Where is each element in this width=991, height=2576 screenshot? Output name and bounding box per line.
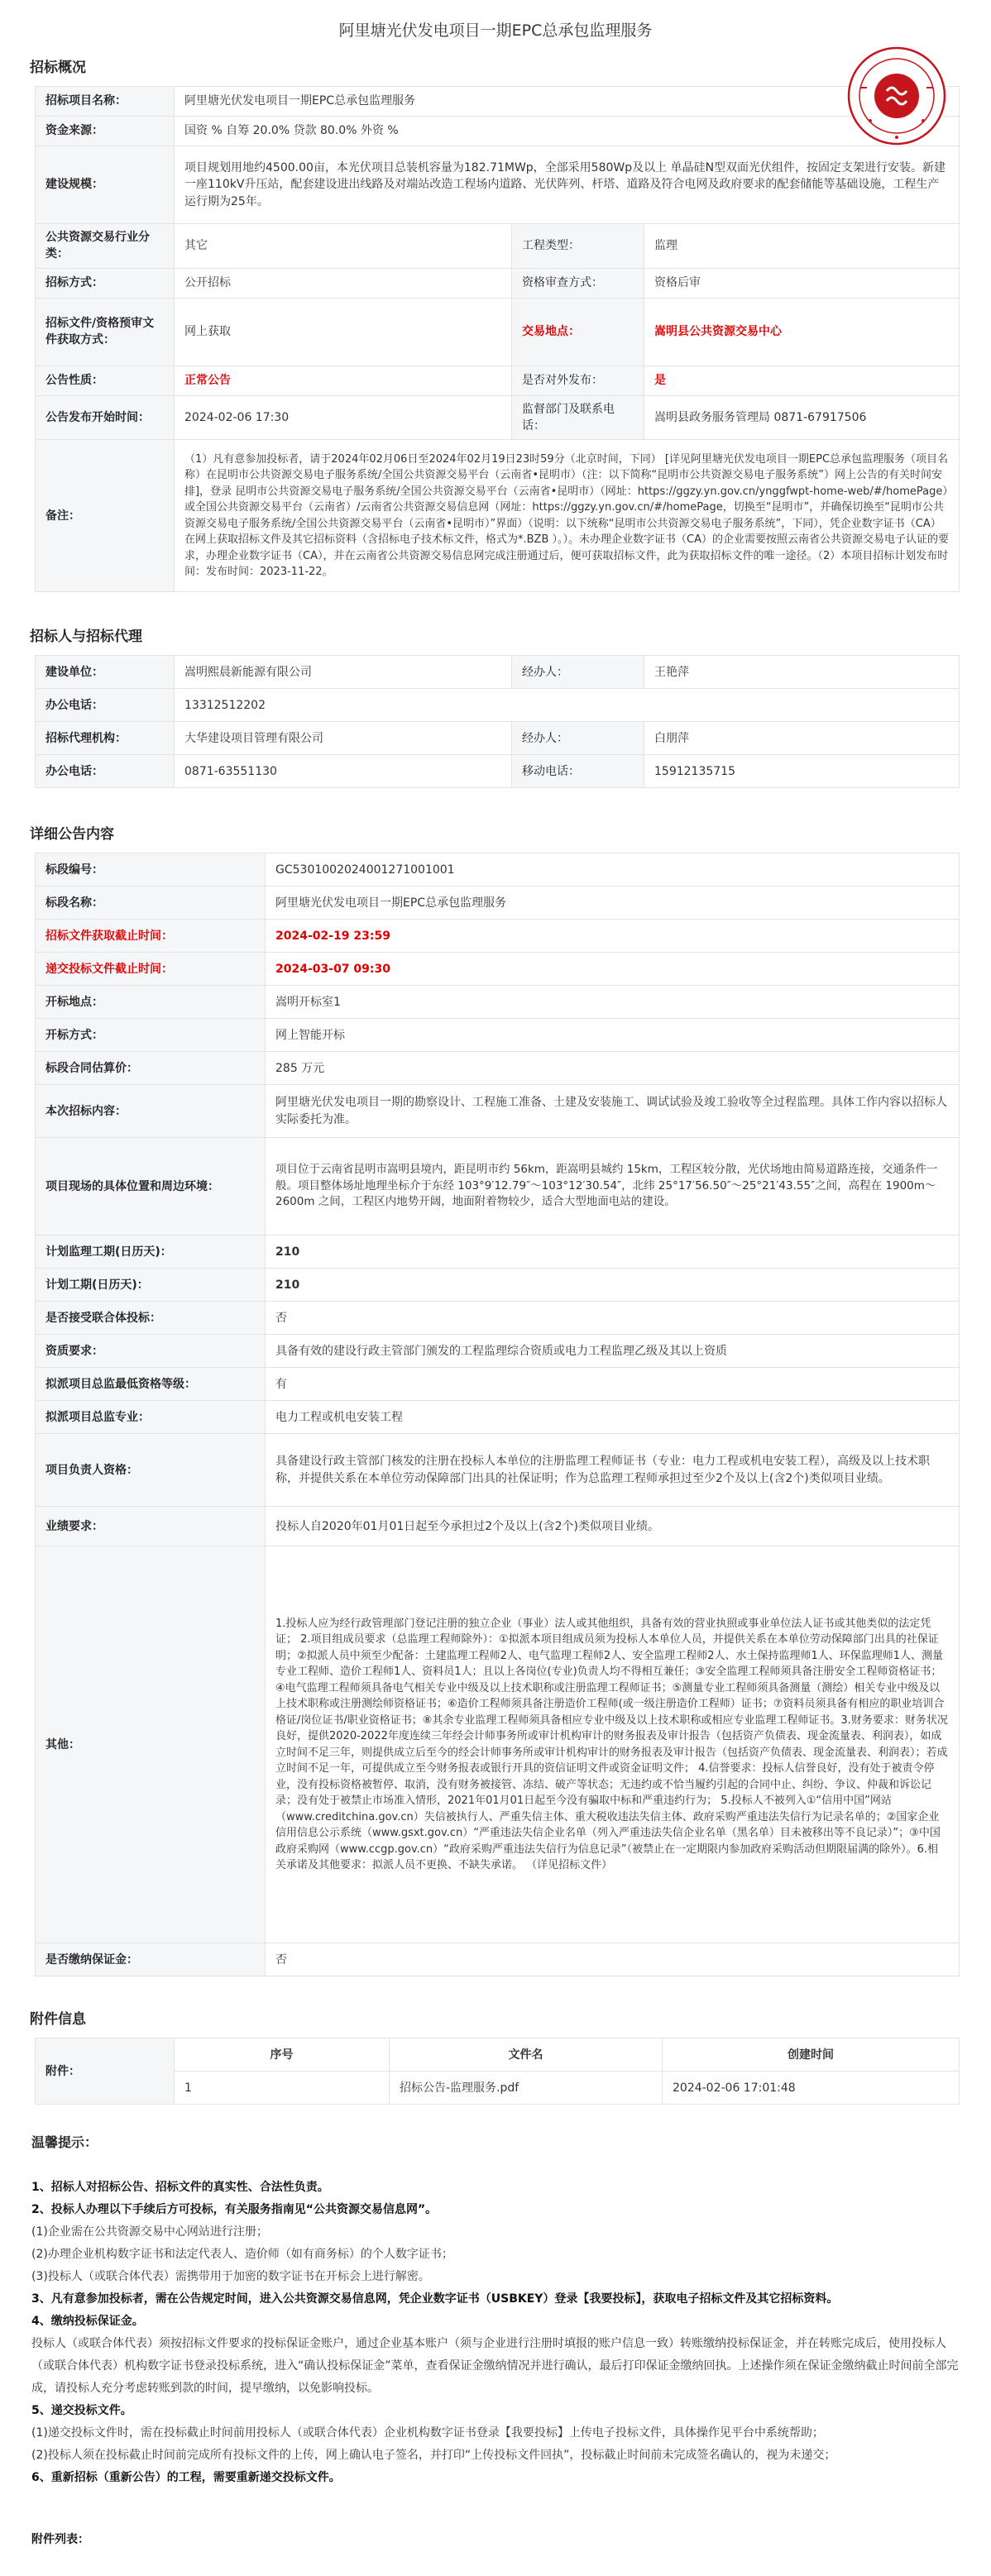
- work-period-value: 210: [266, 1269, 960, 1302]
- field-label: 项目现场的具体位置和周边环境：: [36, 1138, 266, 1235]
- open-method-value: 网上智能开标: [266, 1019, 960, 1052]
- price-value: 285 万元: [266, 1052, 960, 1085]
- notice-nature-value: 正常公告: [175, 366, 512, 395]
- performance-value: 投标人自2020年01月01日起至今承担过2个及以上(含2个)类似项目业绩。: [266, 1507, 960, 1546]
- tip-line: (2)投标人须在投标截止时间前完成所有投标文件的上传，网上确认电子签名，并打印“上传投标文件回执”，投标截止时间前未完成签名确认的，视为未递交；: [31, 2449, 836, 2463]
- table-row: [36, 1269, 960, 1302]
- publish-time-value: 2024-02-06 17:30: [175, 395, 512, 440]
- table-row: [36, 953, 960, 986]
- field-label: 工程类型：: [512, 224, 644, 269]
- field-label: 标段编号：: [36, 853, 266, 887]
- field-label: 拟派项目总监最低资格等级：: [36, 1368, 266, 1401]
- tip-line: (1)企业需在公共资源交易中心网站进行注册；: [31, 2225, 268, 2239]
- table-row: [36, 298, 960, 366]
- field-label: 招标文件/资格预审文件获取方式：: [36, 298, 175, 366]
- tips-heading: 温馨提示：: [31, 2134, 98, 2151]
- table-row: [36, 1085, 960, 1138]
- table-row: [36, 689, 960, 722]
- field-label: 资格审查方式：: [512, 268, 644, 298]
- tip-line: 2、投标人办理以下手续后方可投标，有关服务指南见“公共资源交易信息网”。: [31, 2203, 438, 2217]
- content-value: 阿里塘光伏发电项目一期的勘察设计、工程施工准备、土建及安装施工、调试试验及竣工验收等全过程监理。具体工作内容以招标人实际委托为准。: [266, 1085, 960, 1138]
- table-row: [36, 1507, 960, 1546]
- table-row: [36, 656, 960, 689]
- field-label: 标段合同估算价：: [36, 1052, 266, 1085]
- seal-logo: [845, 45, 948, 147]
- field-label: 交易地点：: [512, 298, 644, 366]
- table-row: [36, 146, 960, 224]
- remarks-value: （1）凡有意参加投标者，请于2024年02月06日至2024年02月19日23时59分（北京时间，下同） [详见阿里塘光伏发电项目一期EPC总承包监理服务（项目名称）在昆明市公共资源交易电子服务系统/全国公共资源交易平台（云南省•昆明市）（注：以下简称“昆明市公共资源交易电子服务系统”）网上公告的有关时间安排]，登录 昆明市公共资源交易电子服务系统/全国公共资源交易平台（云南省•昆明市）（网址：https://ggzy.yn.gov.cn/ynggfwpt-home-web/#/homePage）或全国公共资源交易平台（云南省）/云南省公共资源交易信息网（网址：https://ggzy.yn.gov.cn/#/homePage，切换至“昆明市”，并确保切换至“昆明市公共资源交易电子服务系统/全国公共资源交易平台（云南省•昆明市）”界面）（说明：以下统称“昆明市公共资源交易电子服务系统”，下同），凭企业数字证书（CA）在网上获取招标文件及其它招标资料（含招标电子技术标文件，格式为*.BZB ）。）。未办理企业数字证书（CA）的企业需要按照云南省公共资源交易电子认证的要求，办理企业数字证书（CA），并在云南省公共资源交易信息网完成注册通过后，便可获取招标文件，此为获取招标文件的唯一途径。（2）本项目招标计划发布时间：发布时间：2023-11-22。: [175, 440, 960, 592]
- field-label: 其他：: [36, 1546, 266, 1943]
- specialty-value: 电力工程或机电安装工程: [266, 1401, 960, 1434]
- field-label: 开标地点：: [36, 986, 266, 1019]
- field-label: 是否对外发布：: [512, 366, 644, 395]
- parties-table: [35, 655, 960, 788]
- agent-mobile-value: 15912135715: [644, 755, 960, 788]
- owner-phone-value: 13312512202: [175, 689, 960, 722]
- table-row: [36, 1302, 960, 1335]
- field-label: 招标项目名称：: [36, 87, 175, 117]
- field-label: 经办人：: [512, 722, 644, 755]
- trade-place-value: 嵩明县公共资源交易中心: [644, 298, 960, 366]
- field-label: 建设单位：: [36, 656, 175, 689]
- column-header: 创建时间: [663, 2038, 960, 2072]
- owner-value: 嵩明熙晨新能源有限公司: [175, 656, 512, 689]
- table-row: [36, 1943, 960, 1976]
- table-row: [36, 887, 960, 920]
- table-row: [36, 1368, 960, 1401]
- field-label: 监督部门及联系电话：: [512, 395, 644, 440]
- table-row: [36, 2072, 960, 2105]
- table-row: [36, 268, 960, 298]
- field-label: 计划工期(日历天)：: [36, 1269, 266, 1302]
- level-value: 有: [266, 1368, 960, 1401]
- other-value: 1.投标人应为经行政管理部门登记注册的独立企业（事业）法人或其他组织，具备有效的营业执照或事业单位法人证书或其他类似的法定凭证； 2.项目组成员要求（总监理工程师除外）：①拟派本项目组成员须为投标人本单位人员，并提供关系在本单位劳动保障部门出具的社保证明；②拟派人员中须至少配备：土建监理工程师2人、电气监理工程师2人、安全监理工程师2人、水土保持监理师1人、环保监理师1人、测量专业工程师、造价工程师1人、资料员1人；且以上各岗位(专业)负责人均不得相互兼任；③安全监理工程师须具备注册安全工程师资格证书；④电气监理工程师须具备电气相关专业中级及以上技术职称或注册监理工程师证书；⑤测量专业工程师须具备测量（测绘）相关专业中级及以上技术职称或注册测绘师资格证书；⑥造价工程师须具备注册造价工程师(或一级注册造价工程师）证书；⑦资料员须具备有相应的职业培训合格证/岗位证书/职业资格证书；⑧其余专业监理工程师须具备相应专业中级及以上技术职称或相应专业监理工程师证书。3.财务要求：财务状况良好，提供2020-2022年度连续三年经会计师事务所或审计机构审计的财务报表及审计报告（包括资产负债表、现金流量表、利润表），如成立时间不足三年，则提供成立后至今的经会计师事务所或审计机构审计的财务报表及审计报告（包括资产负债表、现金流量表、利润表）；若成立时间不足一年，可提供成立至今财务报表或银行开具的资信证明文件或资金证明文件； 4.信誉要求：投标人信誉良好，没有处于被责令停业，没有投标资格被暂停、取消，没有财务被接管、冻结、破产等状态；无违约或不恰当履约引起的合同中止、纠纷、争议、仲裁和诉讼记录；没有处于被禁止市场准入情形，2021年01月01日起至今没有骗取中标和严重违约行为； 5.投标人不被列入①“信用中国”网站（www.creditchina.gov.cn）失信被执行人、严重失信主体、重大税收违法失信主体、政府采购严重违法失信行为记录名单的；②国家企业信用信息公示系统（www.gsxt.gov.cn）“严重违法失信企业名单（列入严重违法失信企业名单（黑名单）目未被移出等不良记录）”；③中国政府采购网（www.ccgp.gov.cn）“政府采购严重违法失信行为信息记录”（被禁止在一定期限内参加政府采购活动但期限届满的除外）。6.相关承诺及其他要求：拟派人员不更换、不缺失承诺。 （详见招标文件）: [266, 1546, 960, 1943]
- tip-line: 6、重新招标（重新公告）的工程，需要重新递交投标文件。: [31, 2471, 341, 2485]
- tip-line: 5、递交投标文件。: [31, 2404, 132, 2418]
- table-row: [36, 440, 960, 592]
- doc-deadline-value: 2024-02-19 23:59: [266, 920, 960, 953]
- field-label: 招标代理机构：: [36, 722, 175, 755]
- duration-value: 210: [266, 1235, 960, 1269]
- tip-line: 1、招标人对招标公告、招标文件的真实性、合法性负责。: [31, 2181, 329, 2195]
- table-row: [36, 1235, 960, 1269]
- field-label: 办公电话：: [36, 689, 175, 722]
- field-label: 办公电话：: [36, 755, 175, 788]
- funding-value: 国资 % 自筹 20.0% 贷款 80.0% 外资 %: [175, 117, 960, 146]
- attachment-list-heading: 附件列表：: [31, 2533, 89, 2547]
- table-row: [36, 224, 960, 269]
- project-name-value: 阿里塘光伏发电项目一期EPC总承包监理服务: [175, 87, 960, 117]
- column-header: 序号: [175, 2038, 390, 2072]
- field-label: 公共资源交易行业分类：: [36, 224, 175, 269]
- field-label: 附件：: [36, 2038, 175, 2105]
- table-row: [36, 1401, 960, 1434]
- field-label: 资质要求：: [36, 1335, 266, 1368]
- review-value: 资格后审: [644, 268, 960, 298]
- agent-phone-value: 0871-63551130: [175, 755, 512, 788]
- table-row: [36, 395, 960, 440]
- section-heading-details: 详细公告内容: [30, 826, 114, 844]
- field-label: 计划监理工期(日历天)：: [36, 1235, 266, 1269]
- table-row: [36, 1335, 960, 1368]
- bid-deadline-value: 2024-03-07 09:30: [266, 953, 960, 986]
- project-type-value: 监理: [644, 224, 960, 269]
- attachment-no: 1: [175, 2072, 390, 2105]
- table-row: [36, 1546, 960, 1943]
- tip-line: (1)递交投标文件时，需在投标截止时间前用投标人（或联合体代表）企业机构数字证书登录【我要投标】上传电子投标文件，具体操作见平台中系统帮助；: [31, 2426, 824, 2440]
- agent-contact-value: 白朋萍: [644, 722, 960, 755]
- tip-line: (2)办理企业机构数字证书和法定代表人、造价师（如有商务标）的个人数字证书；: [31, 2248, 453, 2262]
- field-label: 招标文件获取截止时间：: [36, 920, 266, 953]
- publish-external-value: 是: [644, 366, 960, 395]
- field-label: 项目负责人资格：: [36, 1434, 266, 1507]
- field-label: 本次招标内容：: [36, 1085, 266, 1138]
- table-row: [36, 920, 960, 953]
- field-label: 建设规模：: [36, 146, 175, 224]
- table-row: [36, 87, 960, 117]
- page-title: 阿里塘光伏发电项目一期EPC总承包监理服务: [338, 22, 653, 40]
- tip-line: (3)投标人（或联合体代表）需携带用于加密的数字证书在开标会上进行解密。: [31, 2270, 430, 2284]
- column-header: 文件名: [390, 2038, 663, 2072]
- tip-line: 4、缴纳投标保证金。: [31, 2315, 144, 2329]
- manager-value: 具备建设行政主管部门核发的注册在投标人本单位的注册监理工程师证书（专业：电力工程或机电安装工程），高级及以上技术职称，并提供关系在本单位劳动保障部门出具的社保证明；作为总监理工程师承担过至少2个及以上(含2个)类似项目业绩。: [266, 1434, 960, 1507]
- qualification-value: 具备有效的建设行政主管部门颁发的工程监理综合资质或电力工程监理乙级及其以上资质: [266, 1335, 960, 1368]
- details-table: [35, 853, 960, 1976]
- code-value: GC5301002024001271001001: [266, 853, 960, 887]
- field-label: 是否缴纳保证金：: [36, 1943, 266, 1976]
- location-value: 项目位于云南省昆明市嵩明县境内，距昆明市约 56km，距嵩明县城约 15km，工程区较分散，光伏场地由简易道路连接，交通条件一般。项目整体场址地理坐标介于东经 103°9′12.79″～103°12′30.54″，北纬 25°17′56.50″～25°21′43.55″之间，高程在 1900m～2600m 之间，工程区内地势开阔，地面附着物较少，适合大型地面电站的建设。: [266, 1138, 960, 1235]
- attachment-time: 2024-02-06 17:01:48: [663, 2072, 960, 2105]
- field-label: 招标方式：: [36, 268, 175, 298]
- table-row: [36, 1019, 960, 1052]
- table-row: [36, 1434, 960, 1507]
- tip-line: 3、凡有意参加投标者，需在公告规定时间，进入公共资源交易信息网，凭企业数字证书（USBKEY）登录【我要投标】，获取电子招标文件及其它招标资料。: [31, 2292, 839, 2306]
- section-heading-parties: 招标人与招标代理: [30, 628, 142, 646]
- section-heading-attachments: 附件信息: [30, 2011, 86, 2029]
- overview-table: [35, 86, 960, 592]
- owner-contact-value: 王艳萍: [644, 656, 960, 689]
- method-value: 公开招标: [175, 268, 512, 298]
- field-label: 递交投标文件截止时间：: [36, 953, 266, 986]
- attachments-table: [35, 2038, 960, 2105]
- field-label: 备注：: [36, 440, 175, 592]
- supervisor-value: 嵩明县政务服务管理局 0871-67917506: [644, 395, 960, 440]
- field-label: 拟派项目总监专业：: [36, 1401, 266, 1434]
- field-label: 是否接受联合体投标：: [36, 1302, 266, 1335]
- table-row: [36, 722, 960, 755]
- field-label: 资金来源：: [36, 117, 175, 146]
- agent-value: 大华建设项目管理有限公司: [175, 722, 512, 755]
- table-row: [36, 986, 960, 1019]
- table-row: [36, 853, 960, 887]
- field-label: 经办人：: [512, 656, 644, 689]
- table-row: [36, 1138, 960, 1235]
- category-value: 其它: [175, 224, 512, 269]
- table-row: [36, 755, 960, 788]
- doc-method-value: 网上获取: [175, 298, 512, 366]
- deposit-value: 否: [266, 1943, 960, 1976]
- field-label: 公告发布开始时间：: [36, 395, 175, 440]
- table-row: [36, 1052, 960, 1085]
- table-row: [36, 366, 960, 395]
- table-row: [36, 117, 960, 146]
- tip-line: 投标人（或联合体代表）须按招标文件要求的投标保证金账户，通过企业基本账户（须与企业进行注册时填报的账户信息一致）转账缴纳投标保证金，并在转账完成后，使用投标人（或联合体代表）机构数字证书登录投标系统，进入“确认投标保证金”菜单，查看保证金缴纳情况并进行确认，最后打印保证金缴纳回执。上述操作须在保证金缴纳截止时间前全部完成，请投标人充分考虑转账到款的时间，提早缴纳，以免影响投标。: [31, 2337, 959, 2396]
- name-value: 阿里塘光伏发电项目一期EPC总承包监理服务: [266, 887, 960, 920]
- open-place-value: 嵩明开标室1: [266, 986, 960, 1019]
- field-label: 业绩要求：: [36, 1507, 266, 1546]
- field-label: 标段名称：: [36, 887, 266, 920]
- attachment-file-link[interactable]: 招标公告-监理服务.pdf: [390, 2072, 663, 2105]
- field-label: 开标方式：: [36, 1019, 266, 1052]
- tips-section: [0, 2131, 991, 2551]
- field-label: 移动电话：: [512, 755, 644, 788]
- scale-value: 项目规划用地约4500.00亩，本光伏项目总装机容量为182.71MWp，全部采用580Wp及以上 单晶硅N型双面光伏组件，按固定支架进行安装。新建一座110kV升压站，配套建设进出线路及对端站改造工程场内道路、光伏阵列、杆塔、道路及符合电网及政府要求的配套储能等基础设施，工程生产运行期为25年。: [175, 146, 960, 224]
- consortium-value: 否: [266, 1302, 960, 1335]
- field-label: 公告性质：: [36, 366, 175, 395]
- section-heading-overview: 招标概况: [30, 60, 86, 76]
